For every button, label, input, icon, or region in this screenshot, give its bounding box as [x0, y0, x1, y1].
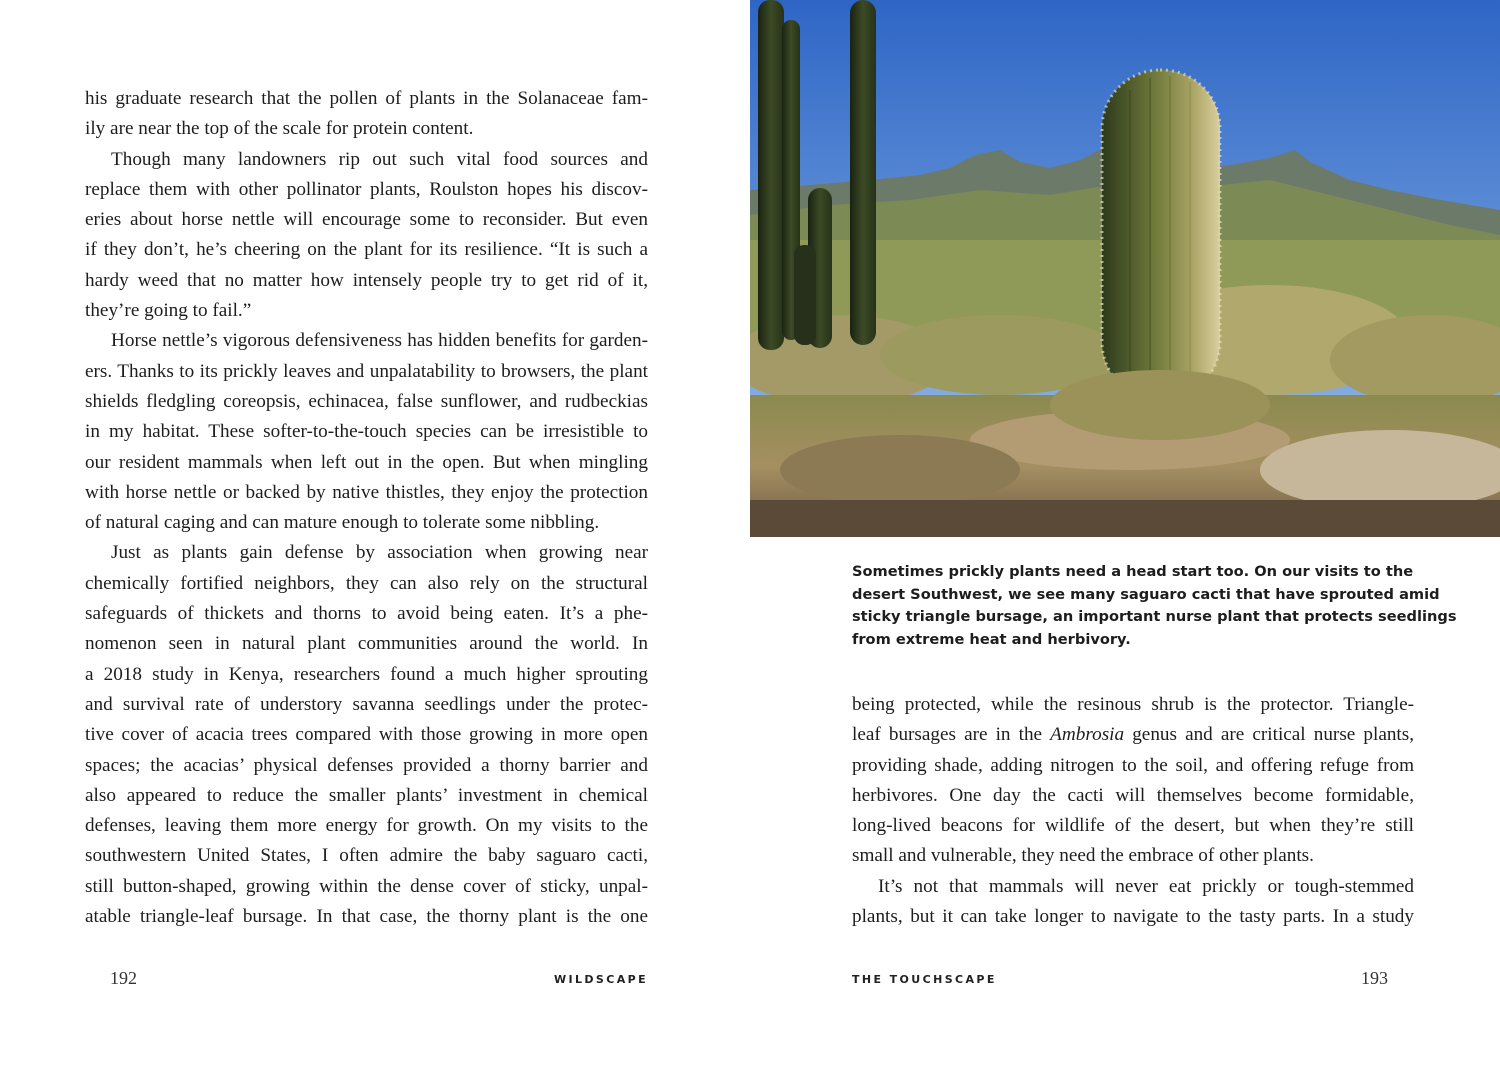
- text-line: southwestern United States, I often admire the baby saguaro cacti,: [85, 845, 648, 867]
- text-segment: genus and are critical nurse plants,: [1132, 724, 1415, 746]
- text-line: they’re going to fail.”: [85, 300, 252, 322]
- text-line: replace them with other pollinator plants, Roulston hopes his discov-: [85, 178, 648, 200]
- text-line: small and vulnerable, they need the embrace of other plants.: [852, 845, 1314, 867]
- text-line: also appeared to reduce the smaller plants’ investment in chemical: [85, 784, 648, 806]
- text-line: our resident mammals when left out in the open. But when mingling: [85, 451, 648, 473]
- text-line: plants, but it can take longer to navigate to the tasty parts. In a study: [852, 906, 1414, 928]
- text-line: ily are near the top of the scale for protein content.: [85, 118, 474, 140]
- text-line: if they don’t, he’s cheering on the plant for its resilience. “It is such a: [85, 239, 648, 261]
- text-line: ers. Thanks to its prickly leaves and unpalatability to browsers, the plant: [85, 360, 648, 382]
- text-line: eries about horse nettle will encourage some to reconsider. But even: [85, 209, 648, 231]
- caption-line: from extreme heat and herbivory.: [852, 631, 1131, 649]
- caption-line: sticky triangle bursage, an important nurse plant that protects seedlings: [852, 608, 1457, 626]
- text-line: defenses, leaving them more energy for growth. On my visits to the: [85, 815, 648, 837]
- text-line: herbivores. One day the cacti will themselves become formidable,: [852, 784, 1414, 806]
- right-page: [750, 0, 1500, 1091]
- caption-line: Sometimes prickly plants need a head start too. On our visits to the: [852, 563, 1414, 580]
- text-line: chemically fortified neighbors, they can also rely on the structural: [85, 572, 648, 594]
- text-line: his graduate research that the pollen of plants in the Solanaceae fam-: [85, 88, 648, 109]
- text-line: safeguards of thickets and thorns to avoid being eaten. It’s a phe-: [85, 603, 648, 625]
- left-body-text: [85, 84, 648, 932]
- text-line: in my habitat. These softer-to-the-touch species can be irresistible to: [85, 421, 648, 443]
- text-line: a 2018 study in Kenya, researchers found a much higher sprouting: [85, 663, 648, 685]
- text-line: atable triangle-leaf bursage. In that case, the thorny plant is the one: [85, 906, 648, 928]
- text-line: Horse nettle’s vigorous defensiveness has hidden benefits for garden-: [111, 330, 648, 352]
- text-line: and survival rate of understory savanna seedlings under the protec-: [85, 693, 648, 715]
- text-line: being protected, while the resinous shrub is the protector. Triangle-: [852, 694, 1414, 715]
- page-number: 192: [110, 968, 137, 988]
- italic-genus: Ambrosia: [1050, 724, 1125, 746]
- caption-line: desert Southwest, we see many saguaro cacti that have sprouted amid: [852, 585, 1440, 603]
- running-head: THE TOUCHSCAPE: [852, 973, 997, 986]
- saguaro-photo: [750, 0, 1500, 537]
- text-line: of natural caging and can mature enough to tolerate some nibbling.: [85, 512, 600, 534]
- text-line: It’s not that mammals will never eat prickly or tough-stemmed: [878, 875, 1414, 897]
- text-line: hardy weed that no matter how intensely people try to get rid of it,: [85, 269, 648, 291]
- page-number: 193: [1361, 968, 1388, 988]
- photo-caption: [852, 561, 1457, 652]
- text-line: [852, 720, 1414, 750]
- text-line: shields fledgling coreopsis, echinacea, false sunflower, and rudbeckias: [85, 390, 648, 412]
- text-line: providing shade, adding nitrogen to the soil, and offering refuge from: [852, 754, 1414, 776]
- text-line: long-lived beacons for wildlife of the desert, but when they’re still: [852, 815, 1414, 837]
- text-line: spaces; the acacias’ physical defenses provided a thorny barrier and: [85, 754, 648, 776]
- text-line: still button-shaped, growing within the dense cover of sticky, unpal-: [85, 875, 648, 897]
- text-line: with horse nettle or backed by native thistles, they enjoy the protection: [85, 481, 648, 503]
- text-line: tive cover of acacia trees compared with those growing in more open: [85, 724, 648, 746]
- right-body-text: [852, 690, 1414, 932]
- text-segment: leaf bursages are in the: [852, 724, 1043, 746]
- text-line: Though many landowners rip out such vital food sources and: [111, 148, 648, 170]
- running-head: WILDSCAPE: [553, 973, 648, 986]
- text-line: Just as plants gain defense by association when growing near: [111, 542, 648, 564]
- text-line: nomenon seen in natural plant communities around the world. In: [85, 633, 648, 655]
